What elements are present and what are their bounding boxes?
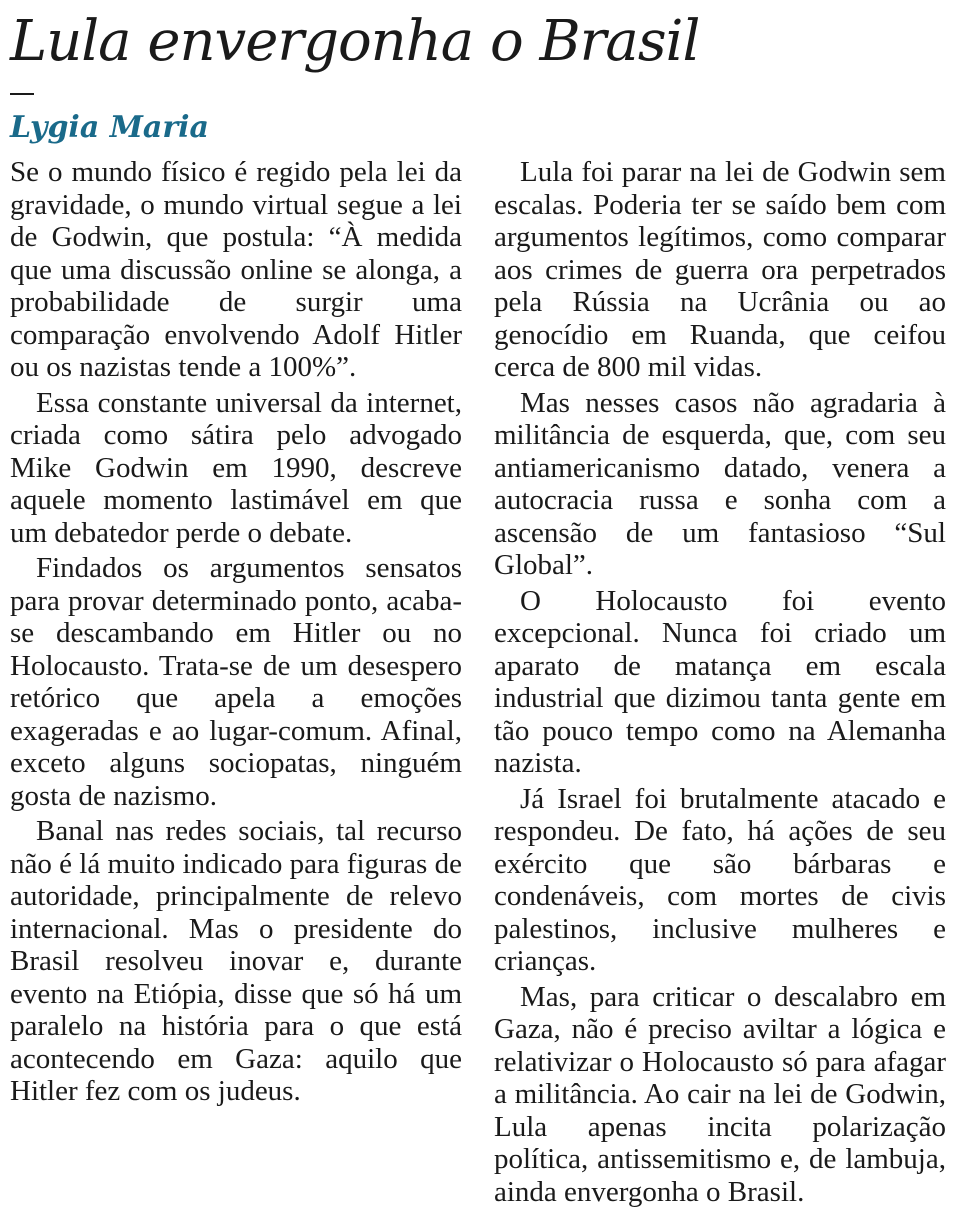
article-paragraph: O Holocausto foi evento excepcional. Nunca foi criado um aparato de matança em escala industrial que dizimou tanta gente em tão pouco tempo como na Alemanha nazista.	[494, 584, 946, 779]
article-paragraph: Lula foi parar na lei de Godwin sem escalas. Poderia ter se saído bem com argumentos legítimos, como comparar aos crimes de guerra ora perpetrados pela Rússia na Ucrânia ou ao genocídio em Ruanda, que ceifou cerca de 800 mil vidas.	[494, 156, 946, 383]
article-paragraph: Findados os argumentos sensatos para provar determinado ponto, acaba-se descambando em Hitler ou no Holocausto. Trata-se de um desespero retórico que apela a emoções exageradas e ao lugar-comum. Afinal, exceto alguns sociopatas, ninguém gosta de nazismo.	[10, 552, 462, 812]
article-paragraph: Essa constante universal da internet, criada como sátira pelo advogado Mike Godwin em 1990, descreve aquele momento lastimável em que um debatedor perde o debate.	[10, 386, 462, 549]
author-byline: Lygia Maria	[10, 110, 209, 145]
article-paragraph: Já Israel foi brutalmente atacado e respondeu. De fato, há ações de seu exército que são bárbaras e condenáveis, com mortes de civis palestinos, inclusive mulheres e crianças.	[494, 782, 946, 977]
article-paragraph: Mas nesses casos não agradaria à militância de esquerda, que, com seu antiamericanismo datado, venera a autocracia russa e sonha com a ascensão de um fantasioso “Sul Global”.	[494, 386, 946, 581]
article-column-right	[494, 156, 946, 1211]
article-paragraph: Mas, para criticar o descalabro em Gaza, não é preciso aviltar a lógica e relativizar o Holocausto só para afagar a militância. Ao cair na lei de Godwin, Lula apenas incita polarização política, antissemitismo e, de lambuja, ainda envergonha o Brasil.	[494, 980, 946, 1208]
title-divider	[10, 93, 34, 95]
article-paragraph: Se o mundo físico é regido pela lei da gravidade, o mundo virtual segue a lei de Godwin, que postula: “À medida que uma discussão online se alonga, a probabilidade de surgir uma comparação envolvendo Adolf Hitler ou os nazistas tende a 100%”.	[10, 156, 462, 383]
article-column-left	[10, 156, 462, 1111]
article-title: Lula envergonha o Brasil	[10, 9, 700, 74]
article-paragraph: Banal nas redes sociais, tal recurso não é lá muito indicado para figuras de autoridade, principalmente de relevo internacional. Mas o presidente do Brasil resolveu inovar e, durante evento na Etiópia, disse que só há um paralelo na história para o que está acontecendo em Gaza: aquilo que Hitler fez com os judeus.	[10, 815, 462, 1107]
